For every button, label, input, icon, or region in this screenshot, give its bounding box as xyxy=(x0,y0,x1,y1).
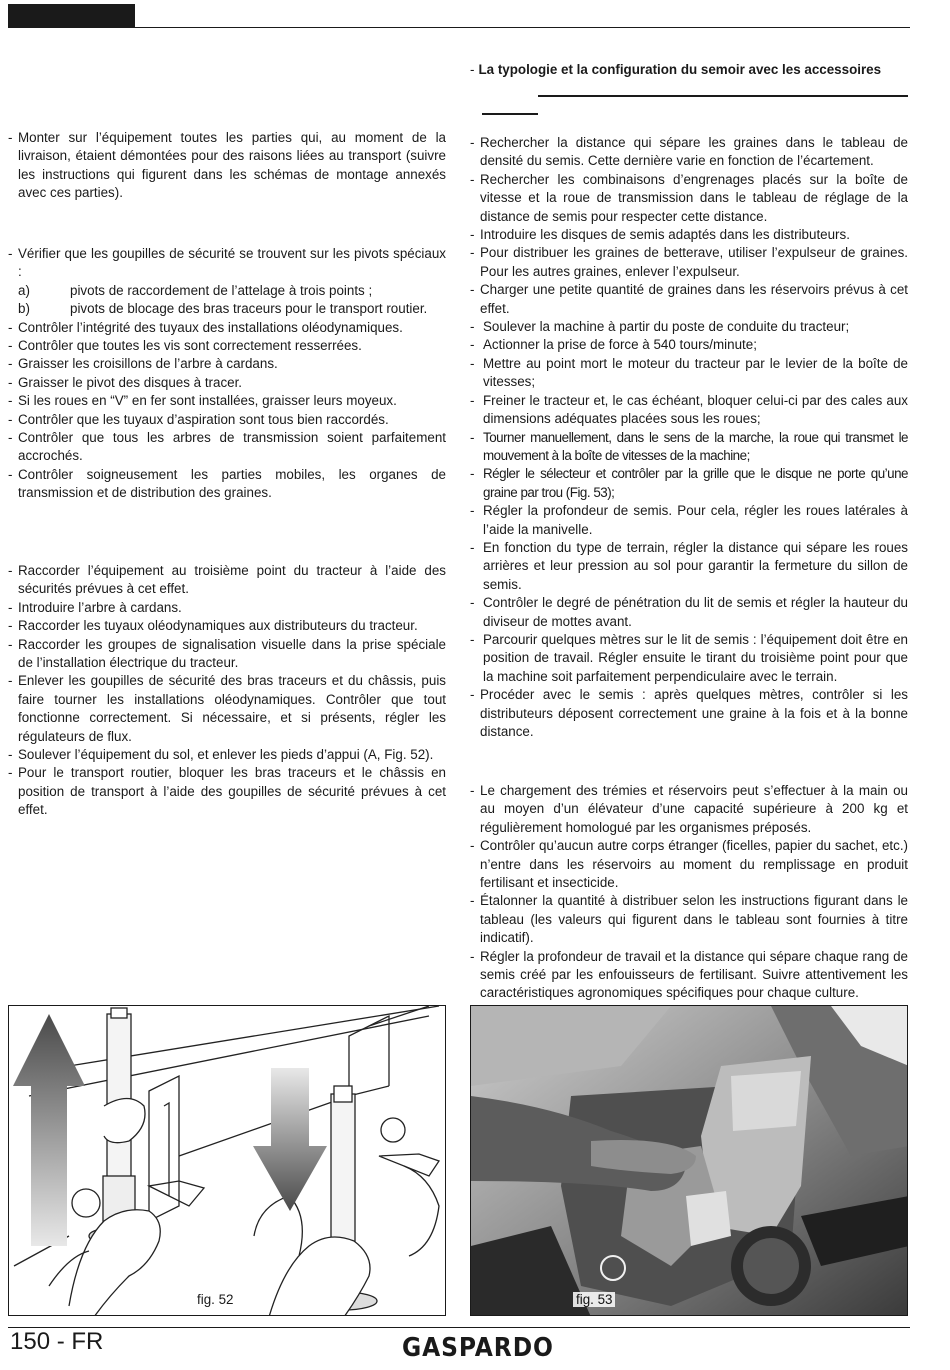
sub-item-b: b) pivots de blocage des bras traceurs pour le transport routier. xyxy=(18,301,428,317)
list-item: - Raccorder les groupes de signalisation visuelle dans la prise spéciale de l’installation électrique du tracteur. xyxy=(8,636,446,673)
list-item: - Monter sur l’équipement toutes les parties qui, au moment de la livraison, étaient démontées pour des raisons liées au transport (suivre les instructions qui figurent dans les schémas de montage annexés avec ces parties). xyxy=(8,129,446,203)
left-section-hitching xyxy=(8,562,446,820)
list-item: - Rechercher la distance qui sépare les graines dans le tableau de densité du semis. Cette dernière varie en fonction de l’écartement. xyxy=(470,134,908,171)
figure-53 xyxy=(470,1005,908,1316)
list-item: - Charger une petite quantité de graines dans les réservoirs prévus à cet effet. xyxy=(470,281,908,318)
list-item: - Raccorder les tuyaux oléodynamiques aux distributeurs du tracteur. xyxy=(8,617,446,635)
section-rule-long xyxy=(538,95,908,97)
list-item: - Vérifier que les goupilles de sécurité se trouvent sur les pivots spéciaux : xyxy=(8,245,446,282)
list-item: - Soulever la machine à partir du poste de conduite du tracteur; xyxy=(470,318,908,336)
seed-distributor-photo xyxy=(471,1006,908,1316)
figure-52 xyxy=(8,1005,446,1316)
intro-heading xyxy=(470,61,910,79)
figure-caption: fig. 52 xyxy=(197,1292,234,1307)
right-section-fertilizer xyxy=(470,782,908,1003)
down-arrow-icon xyxy=(253,1068,327,1211)
list-item: - Graisser le pivot des disques à tracer. xyxy=(8,374,446,392)
page-number: 150 - FR xyxy=(10,1328,104,1355)
list-item: - Contrôler le degré de pénétration du lit de semis et régler la hauteur du diviseur de mottes avant. xyxy=(470,594,908,631)
list-item: - Actionner la prise de force à 540 tours/minute; xyxy=(470,336,908,354)
header-rule xyxy=(8,27,910,28)
list-item: - Raccorder l’équipement au troisième point du tracteur à l’aide des sécurités prévues à cet effet. xyxy=(8,562,446,599)
intro-dash: - xyxy=(470,62,475,77)
header-black-tab xyxy=(8,4,135,27)
list-item: - Contrôler que toutes les vis sont correctement resserrées. xyxy=(8,337,446,355)
footer-rule xyxy=(8,1327,910,1328)
list-item: - Si les roues en “V” en fer sont installées, graisser leurs moyeux. xyxy=(8,392,446,410)
intro-text: La typologie et la configuration du semoir avec les accessoires xyxy=(478,62,882,77)
list-item: - Rechercher les combinaisons d’engrenages placés sur la boîte de vitesse et la roue de transmission dans le tableau de réglage de la distance de semis pour respecter cette distance. xyxy=(470,171,908,226)
list-item: - Introduire l’arbre à cardans. xyxy=(8,599,446,617)
list-item: - Régler la profondeur de travail et la distance qui sépare chaque rang de semis créé par les enfouisseurs de fertilisant. Suivre attentivement les caractéristiques agronomiques spécifiques pour chaque culture. xyxy=(470,948,908,1003)
list-item: - Mettre au point mort le moteur du tracteur par le levier de la boîte de vitesses; xyxy=(470,355,908,392)
left-section-checks xyxy=(8,245,446,503)
list-item: - Parcourir quelques mètres sur le lit de semis : l’équipement doit être en position de travail. Régler ensuite le tirant du troisième point pour que la machine soit parfaitement perpendiculaire avec le terrain. xyxy=(470,631,908,686)
list-item: - Régler le sélecteur et contrôler par la grille que le disque ne porte qu’une graine par trou (Fig. 53); xyxy=(470,465,908,502)
support-leg-illustration xyxy=(9,1006,446,1316)
list-item: - Freiner le tracteur et, le cas échéant, bloquer celui-ci par des cales aux dimensions adéquates placées sous les roues; xyxy=(470,392,908,429)
list-item: - Enlever les goupilles de sécurité des bras traceurs et du châssis, puis faire tourner les installations oléodynamiques. Contrôler que tout fonctionne correctement. Si nécessaire, et si présents, régler les régulateurs de flux. xyxy=(8,672,446,746)
list-item: - Soulever l’équipement du sol, et enlever les pieds d’appui (A, Fig. 52). xyxy=(8,746,446,764)
figure-caption: fig. 53 xyxy=(573,1292,615,1307)
list-item: - Régler la profondeur de semis. Pour cela, régler les roues latérales à l’aide la manivelle. xyxy=(470,502,908,539)
list-item: - Pour distribuer les graines de betterave, utiliser l’expulseur de graines. Pour les autres graines, enlever l’expulseur. xyxy=(470,244,908,281)
brand-logo: GASPARDO xyxy=(402,1333,554,1363)
left-section-assembly xyxy=(8,129,446,203)
list-item: - Contrôler que tous les arbres de transmission soient parfaitement accrochés. xyxy=(8,429,446,466)
right-section-seeding xyxy=(470,134,908,741)
list-item: - Introduire les disques de semis adaptés dans les distributeurs. xyxy=(470,226,908,244)
list-item: - Contrôler que les tuyaux d’aspiration sont tous bien raccordés. xyxy=(8,411,446,429)
list-item: - Le chargement des trémies et réservoirs peut s’effectuer à la main ou au moyen d’un élévateur d’une capacité supérieure à 200 kg et régulièrement homologué par les organismes préposés. xyxy=(470,782,908,837)
section-rule-short xyxy=(482,113,538,115)
list-item: - Graisser les croisillons de l’arbre à cardans. xyxy=(8,355,446,373)
list-item: - Contrôler qu’aucun autre corps étranger (ficelles, papier du sachet, etc.) n’entre dans les réservoirs au moment du remplissage en produit fertilisant et insecticide. xyxy=(470,837,908,892)
list-item: - Contrôler soigneusement les parties mobiles, les organes de transmission et de distribution des graines. xyxy=(8,466,446,503)
list-item: - Pour le transport routier, bloquer les bras traceurs et le châssis en position de transport à l’aide des goupilles de sécurité prévues à cet effet. xyxy=(8,764,446,819)
sub-item-a: a) pivots de raccordement de l’attelage à trois points ; xyxy=(18,282,373,298)
list-item: - Étalonner la quantité à distribuer selon les instructions figurant dans le tableau (les valeurs qui figurent dans le tableau sont fournies à titre indicatif). xyxy=(470,892,908,947)
list-item: - Contrôler l’intégrité des tuyaux des installations oléodynamiques. xyxy=(8,319,446,337)
list-item: - Procéder avec le semis : après quelques mètres, contrôler si les distributeurs déposent correctement une graine à la fois et à la bonne distance. xyxy=(470,686,908,741)
list-item: - En fonction du type de terrain, régler la distance qui sépare les roues arrières et leur pression au sol pour garantir la fermeture du sillon de semis. xyxy=(470,539,908,594)
list-item: - Tourner manuellement, dans le sens de la marche, la roue qui transmet le mouvement à la boîte de vitesses de la machine; xyxy=(470,429,908,466)
